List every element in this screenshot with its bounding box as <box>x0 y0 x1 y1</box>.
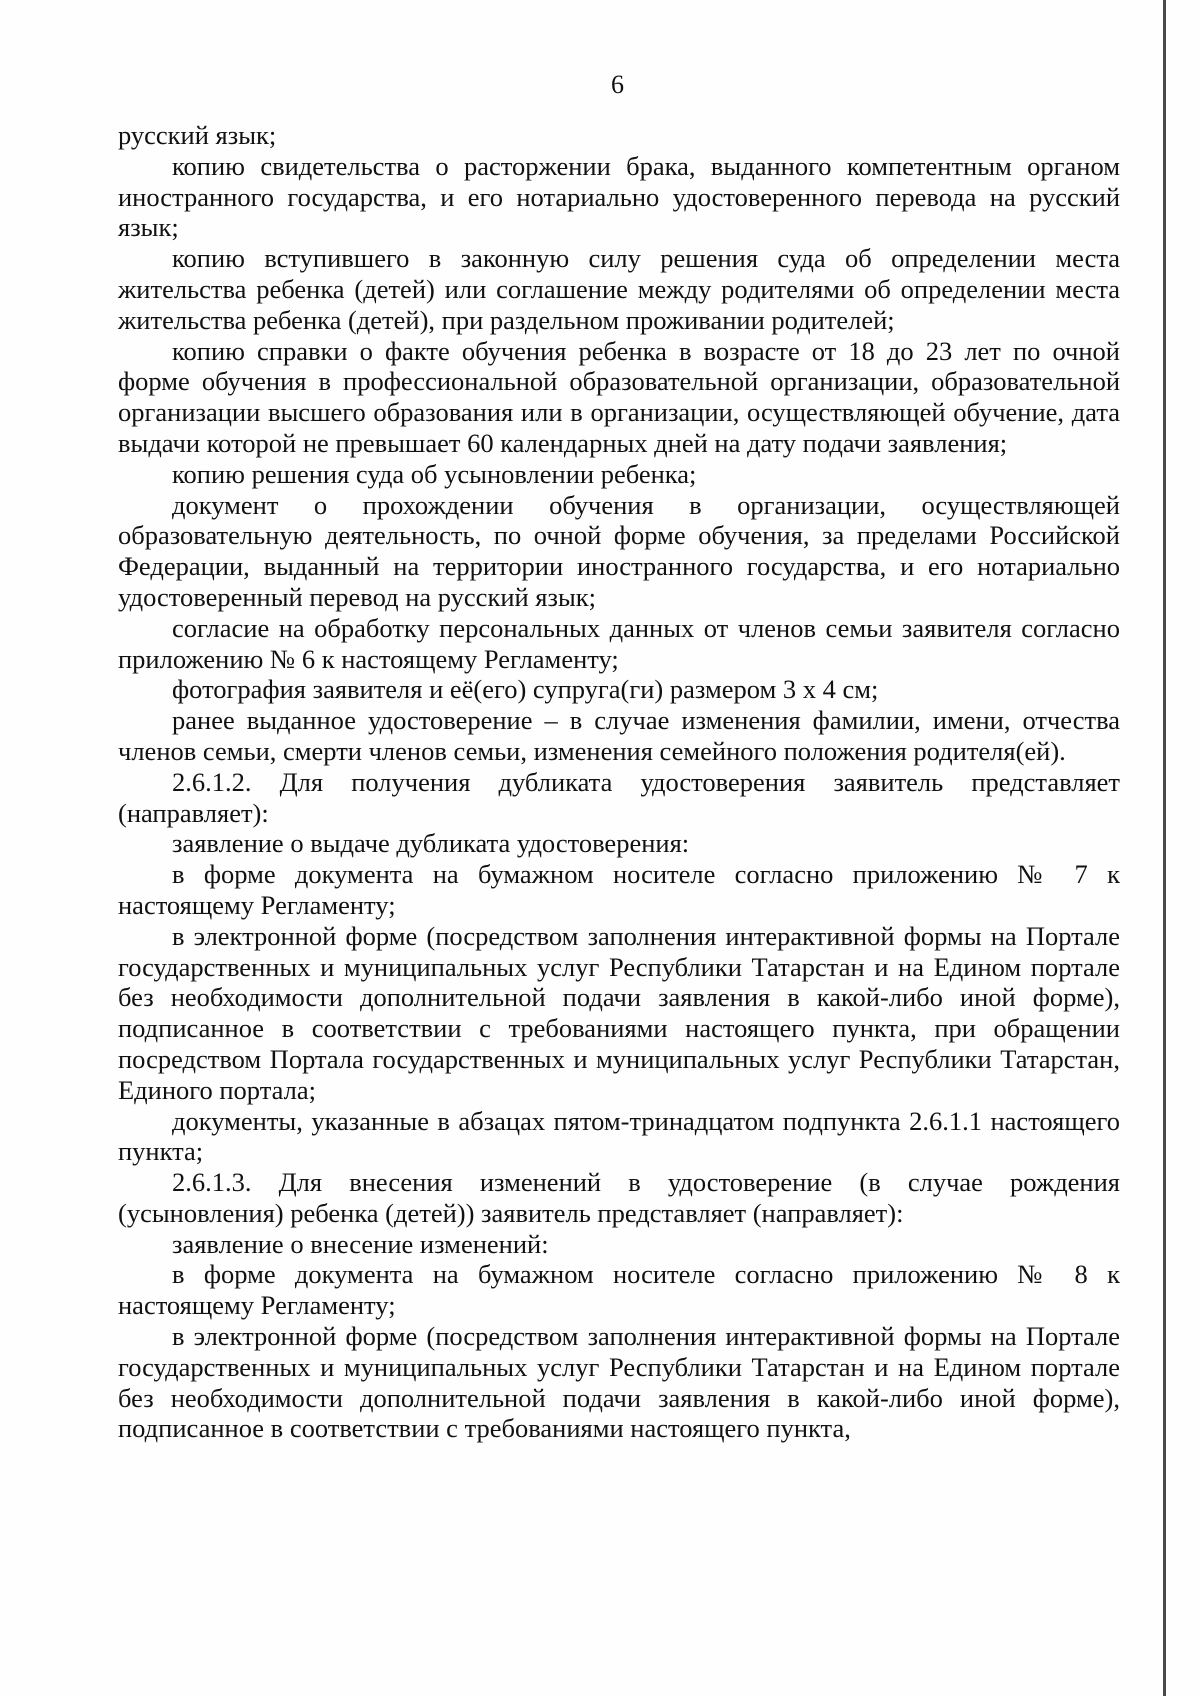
paragraph: 2.6.1.3. Для внесения изменений в удостоверение (в случае рождения (усыновления) ребенка (детей)) заявитель представляет (направляет): <box>118 1167 1120 1228</box>
paragraph: фотография заявителя и её(его) супруга(ги) размером 3 х 4 см; <box>172 674 879 705</box>
paragraph: документ о прохождении обучения в организации, осуществляющей образовательную деятельность, по очной форме обучения, за пределами Российской Федерации, выданный на территории иностранного государства, и его нотариально удостоверенный перевод на русский язык; <box>118 489 1120 612</box>
paragraph: копию справки о факте обучения ребенка в возрасте от 18 до 23 лет по очной форме обучения в профессиональной образовательной организации, образовательной организации высшего образования или в организации, осуществляющей обучение, дата выдачи которой не превышает 60 календарных дней на дату подачи заявления; <box>118 335 1120 458</box>
paragraph: ранее выданное удостоверение – в случае изменения фамилии, имени, отчества членов семьи, смерти членов семьи, изменения семейного положения родителя(ей). <box>118 705 1120 766</box>
paragraph: в электронной форме (посредством заполнения интерактивной формы на Портале государственных и муниципальных услуг Республики Татарстан и на Едином портале без необходимости дополнительной подачи заявления в какой-либо иной форме), подписанное в соответствии с требованиями настоящего пункта, <box>118 1321 1120 1444</box>
paragraph: согласие на обработку персональных данных от членов семьи заявителя согласно приложению № 6 к настоящему Регламенту; <box>118 612 1120 674</box>
paragraph: в форме документа на бумажном носителе согласно приложению № 7 к настоящему Регламенту; <box>118 859 1120 920</box>
paragraph: заявление о выдаче дубликата удостоверения: <box>172 828 690 859</box>
paragraph: копию свидетельства о расторжении брака, выданного компетентным органом иностранного государства, и его нотариально удостоверенного перевода на русский язык; <box>118 150 1120 243</box>
paragraph: 2.6.1.2. Для получения дубликата удостоверения заявитель представляет (направляет): <box>118 766 1120 828</box>
paragraph: русский язык; <box>118 120 277 150</box>
paragraph: копию решения суда об усыновлении ребенка; <box>172 458 697 489</box>
paragraph: документы, указанные в абзацах пятом-тринадцатом подпункта 2.6.1.1 настоящего пункта; <box>118 1105 1120 1167</box>
paragraph: в форме документа на бумажном носителе согласно приложению № 8 к настоящему Регламенту; <box>118 1259 1120 1321</box>
document-body <box>118 120 1120 1444</box>
paragraph: копию вступившего в законную силу решения суда об определении места жительства ребенка (детей) или соглашение между родителями об определении места жительства ребенка (детей), при раздельном проживании родителей; <box>118 243 1120 335</box>
paragraph: заявление о внесение изменений: <box>172 1228 549 1259</box>
page-number: 6 <box>611 70 624 99</box>
paragraph: в электронной форме (посредством заполнения интерактивной формы на Портале государственных и муниципальных услуг Республики Татарстан и на Едином портале без необходимости дополнительной подачи заявления в какой-либо иной форме), подписанное в соответствии с требованиями настоящего пункта, при обращении посредством Портала государственных и муниципальных услуг Республики Татарстан, Единого портала; <box>118 920 1120 1105</box>
scan-edge-line <box>1163 0 1166 1696</box>
